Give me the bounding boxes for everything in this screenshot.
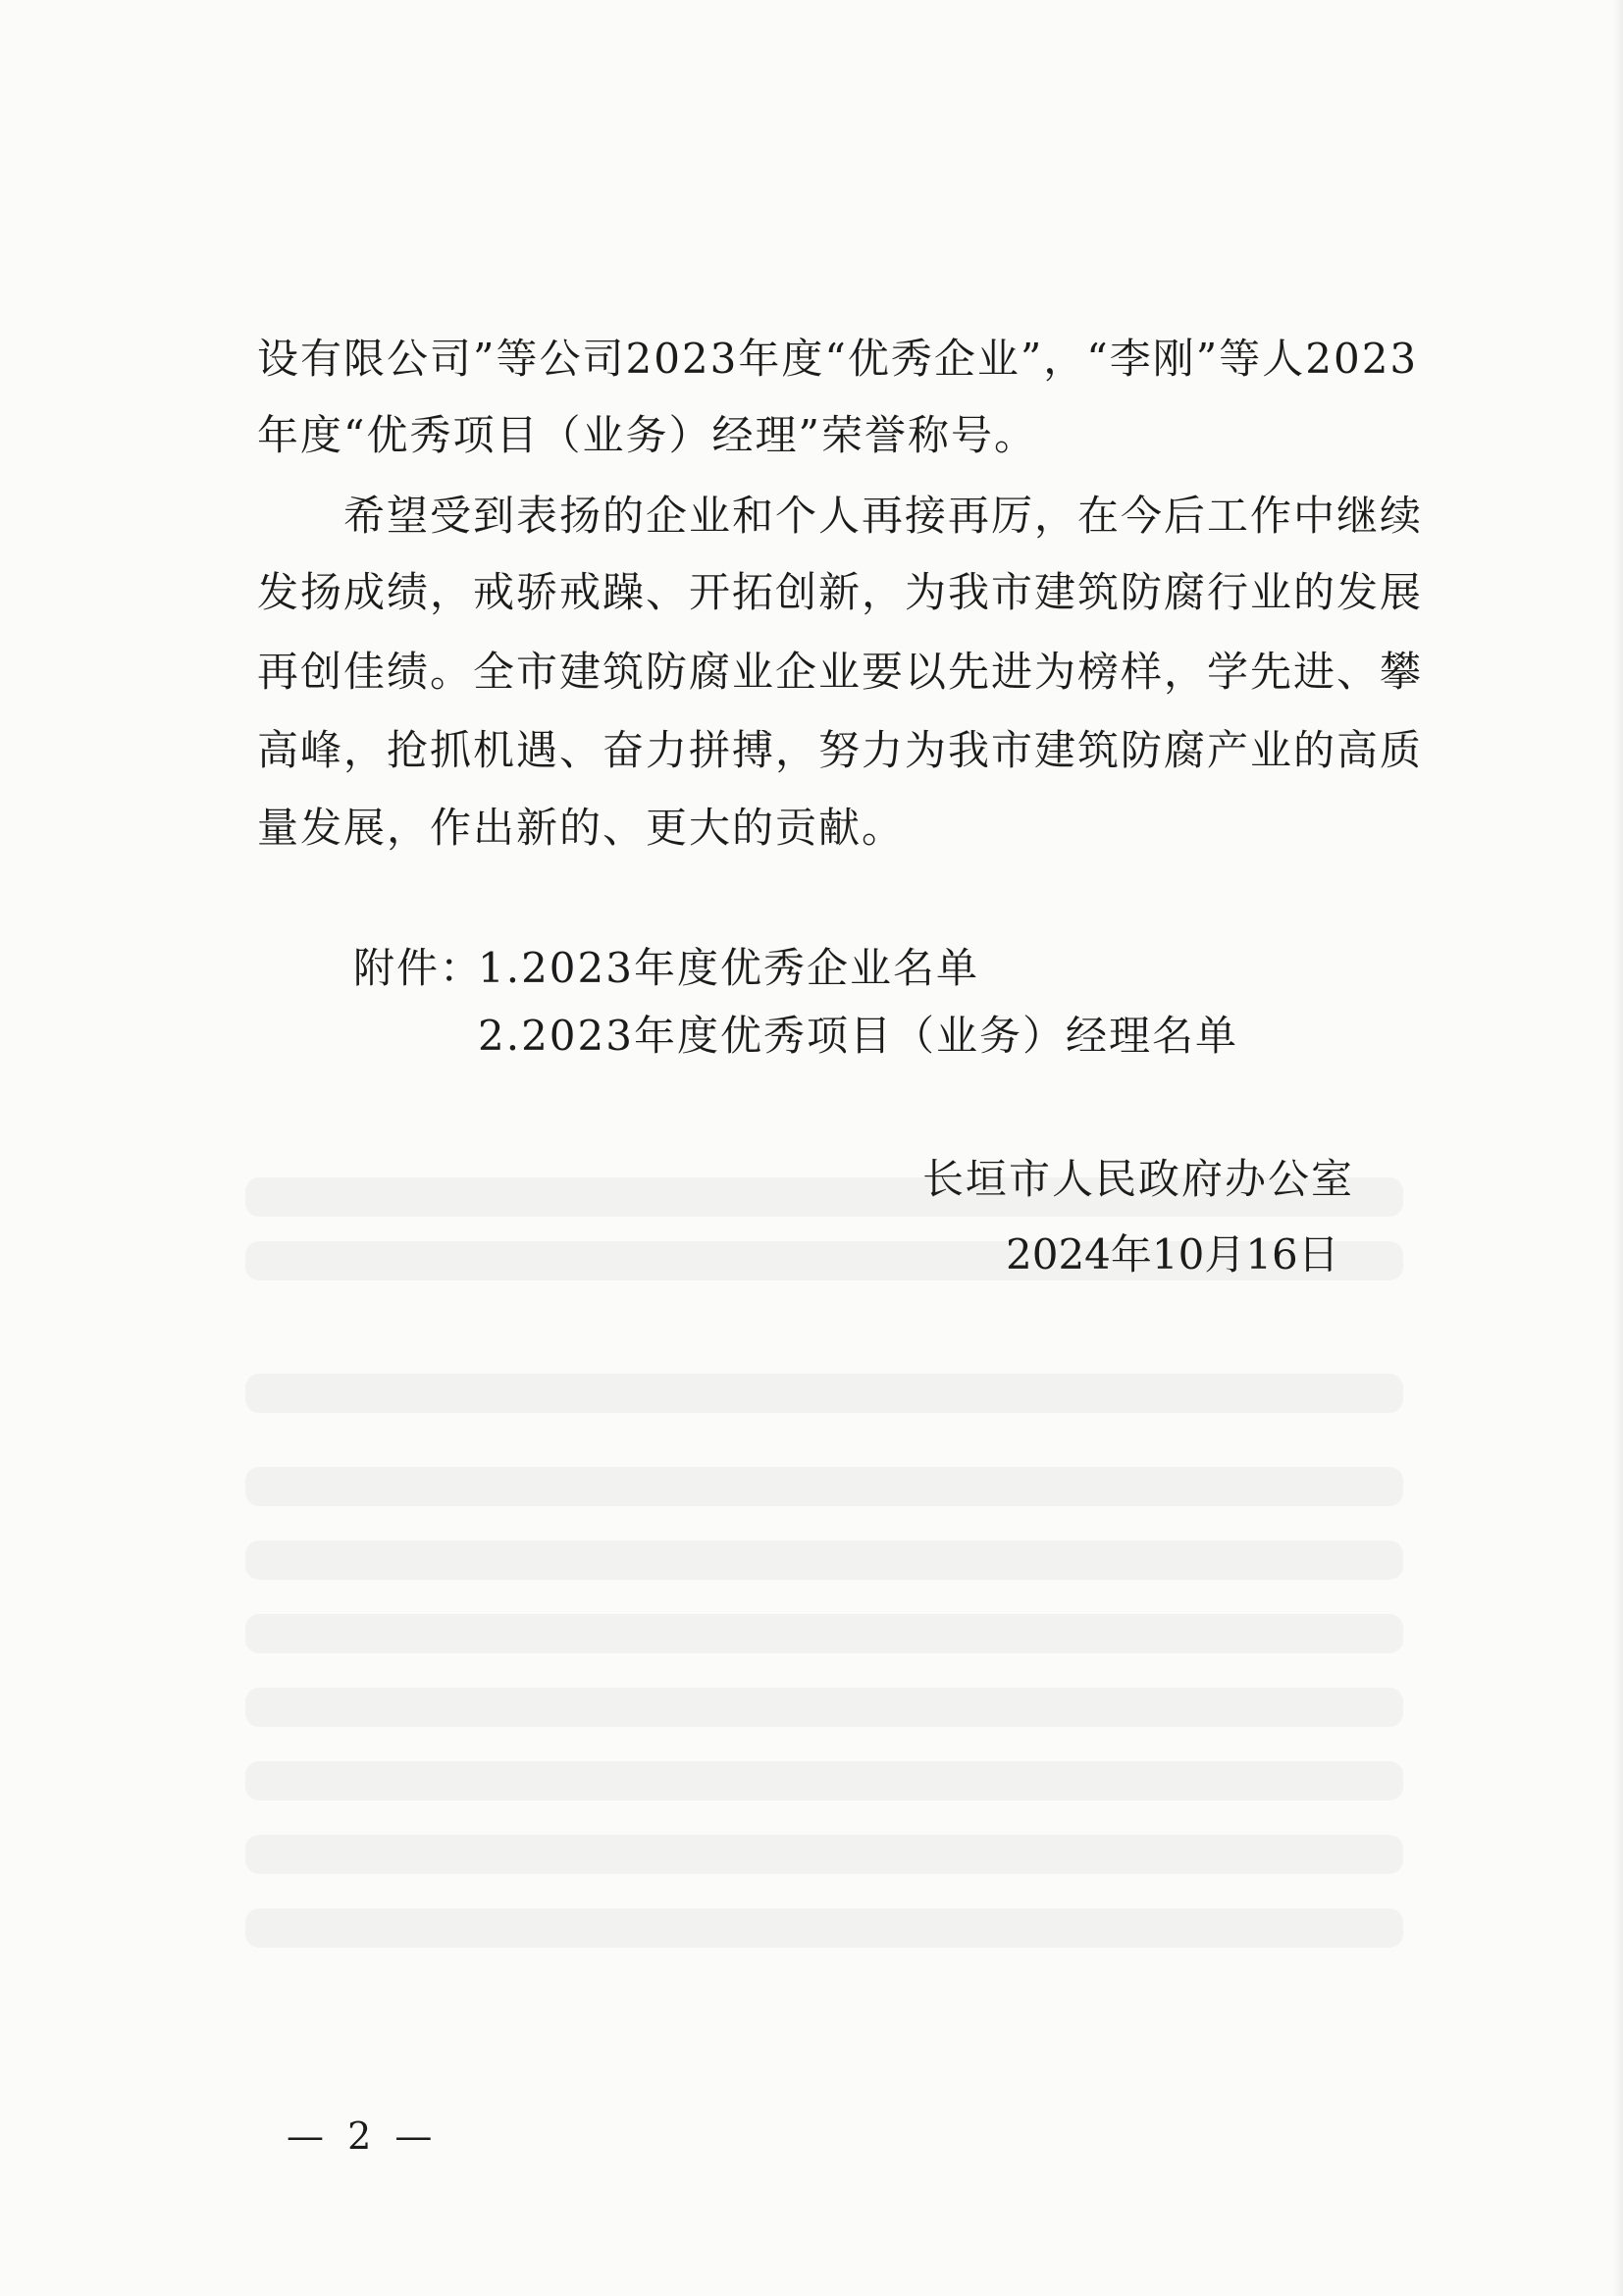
body-paragraph2-line1: 希望受到表扬的企业和个人再接再厉，在今后工作中继续 — [343, 492, 1424, 540]
body-paragraph1-line2: 年度“优秀项目（业务）经理”荣誉称号。 — [257, 411, 1037, 459]
page-number: — 2 — — [287, 2114, 439, 2158]
body-paragraph2-line4: 高峰，抢抓机遇、奋力拼搏，努力为我市建筑防腐产业的高质 — [257, 726, 1424, 774]
show-through-shading — [245, 1467, 1403, 1506]
show-through-shading — [245, 1374, 1403, 1413]
body-paragraph2-line5: 量发展，作出新的、更大的贡献。 — [257, 804, 906, 852]
show-through-shading — [245, 1540, 1403, 1580]
show-through-shading — [245, 1761, 1403, 1800]
body-paragraph1-line1: 设有限公司”等公司2023年度“优秀企业”，“李刚”等人2023 — [257, 335, 1419, 383]
show-through-shading — [245, 1614, 1403, 1653]
page-edge-shadow — [1613, 0, 1623, 2296]
attachment-item-2: 2.2023年度优秀项目（业务）经理名单 — [478, 1012, 1238, 1060]
show-through-shading — [245, 1908, 1403, 1948]
issuing-office: 长垣市人民政府办公室 — [922, 1155, 1355, 1203]
show-through-shading — [245, 1688, 1403, 1727]
show-through-shading — [245, 1835, 1403, 1874]
attachment-label: 附件： — [353, 944, 484, 992]
issue-date: 2024年10月16日 — [1006, 1230, 1339, 1278]
attachment-item-1: 1.2023年度优秀企业名单 — [478, 944, 979, 992]
body-paragraph2-line3: 再创佳绩。全市建筑防腐业企业要以先进为榜样，学先进、攀 — [257, 648, 1424, 696]
body-paragraph2-line2: 发扬成绩，戒骄戒躁、开拓创新，为我市建筑防腐行业的发展 — [257, 568, 1424, 616]
